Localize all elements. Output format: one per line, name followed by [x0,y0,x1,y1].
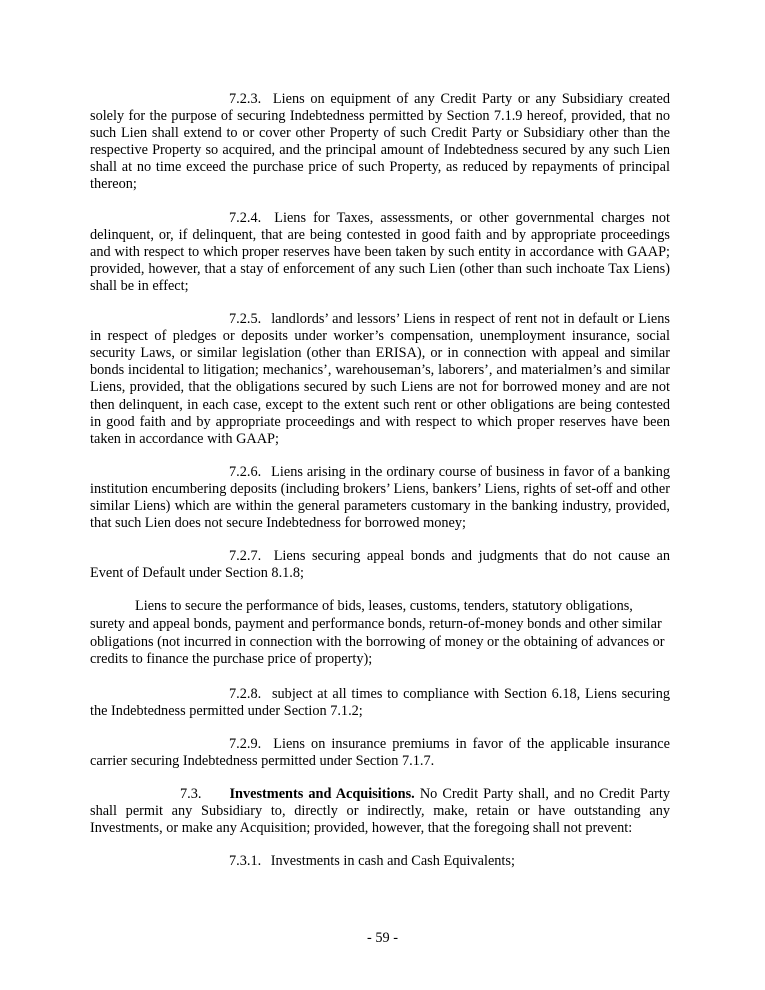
clause-7-2-7 [90,548,670,582]
clause-number: 7.2.5. [229,311,262,328]
document-body [90,91,670,886]
clause-7-3-1 [90,853,670,870]
clause-text: subject at all times to compliance with Section 6.18, Liens securing the Indebtedness permitted under Section 7.1.2; [90,685,670,719]
clause-text: Liens on insurance premiums in favor of the applicable insurance carrier securing Indebtedness permitted under Section 7.1.7. [90,735,670,769]
clause-7-2-9 [90,736,670,770]
clause-text: Liens to secure the performance of bids, leases, customs, tenders, statutory obligations, surety and appeal bonds, payment and performance bonds, return-of-money bonds and other similar obligations (not incurred in connection with the borrowing of money or the obtaining of advances or credits to finance the purchase price of property); [90,598,665,668]
clause-7-2-4 [90,210,670,295]
clause-text: Liens for Taxes, assessments, or other governmental charges not delinquent, or, if delinquent, that are being contested in good faith and by appropriate proceedings and with respect to which proper reserves have been taken by such entity in accordance with GAAP; provided, however, that a stay of enforcement of any such Lien (other than such inchoate Tax Liens) shall be in effect; [90,209,670,294]
clause-text: Liens securing appeal bonds and judgments that do not cause an Event of Default under Section 8.1.8; [90,548,670,582]
clause-7-2-3 [90,91,670,194]
clause-number: 7.2.4. [229,209,262,226]
section-text: No Credit Party shall, and no Credit Party shall permit any Subsidiary to, directly or indirectly, make, retain or have outstanding any Investments, or make any Acquisition; provided, however, that the foregoing shall not prevent: [90,786,671,837]
clause-number: 7.3.1. [229,853,262,870]
clause-text: Investments in cash and Cash Equivalents; [270,853,515,870]
clause-text: landlords’ and lessors’ Liens in respect of rent not in default or Liens in respect of pledges or deposits under worker’s compensation, unemployment insurance, social security Laws, or similar legislation (other than ERISA), or in connection with appeal and similar bonds incidental to litigation; mechanics’, warehouseman’s, laborers’, and materialmen’s and similar Liens, provided, that the obligations secured by such Liens are not for borrowed money and are not then delinquent, in each case, except to the extent such rent or other obligations are being contested in good faith and by appropriate proceedings and with respect to which proper reserves have been taken in accordance with GAAP; [90,311,670,447]
section-heading: Investments and Acquisitions. [229,786,415,803]
clause-number: 7.2.7. [229,548,262,565]
page-number: - 59 - [367,930,398,946]
clause-text: Liens on equipment of any Credit Party or any Subsidiary created solely for the purpose of securing Indebtedness permitted by Section 7.1.9 hereof, provided, that no such Lien shall extend to or cover other Property of such Credit Party or Subsidiary other than the respective Property so acquired, and the principal amount of Indebtedness secured by any such Lien shall at no time exceed the purchase price of such Property, as reduced by repayments of principal thereon; [90,91,671,193]
clause-7-2-6 [90,464,670,532]
clause-unnumbered-liens [90,598,670,668]
section-number: 7.3. [180,786,202,803]
clause-7-2-8 [90,686,670,720]
section-7-3 [90,786,670,837]
clause-number: 7.2.9. [229,735,262,752]
clause-number: 7.2.3. [229,91,262,107]
clause-7-2-5 [90,311,670,448]
clause-number: 7.2.8. [229,685,262,702]
clause-number: 7.2.6. [229,463,262,480]
clause-text: Liens arising in the ordinary course of business in favor of a banking institution encumbering deposits (including brokers’ Liens, bankers’ Liens, rights of set-off and other similar Liens) which are within the general parameters customary in the banking industry, provided, that such Lien does not secure Indebtedness for borrowed money; [90,463,670,532]
